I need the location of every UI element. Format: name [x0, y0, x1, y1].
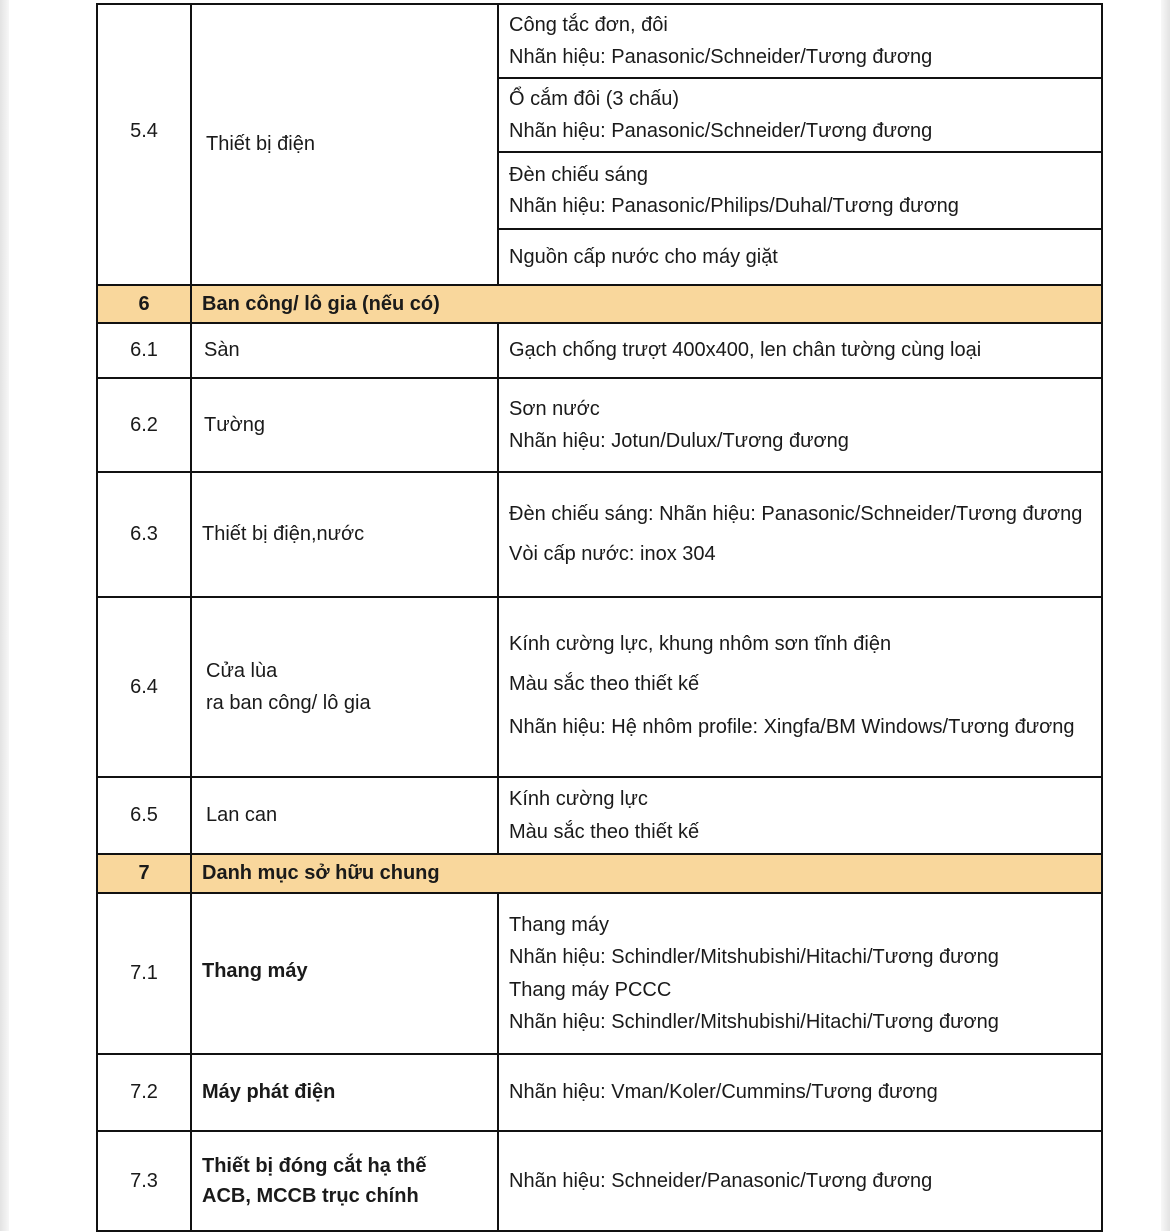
item-name: Máy phát điện — [191, 1054, 498, 1131]
section-number: 7 — [97, 854, 191, 893]
spec-cell: Gạch chống trượt 400x400, len chân tường cùng loại — [498, 323, 1102, 378]
table-row — [97, 323, 1102, 378]
spec-line: Đèn chiếu sáng — [509, 164, 648, 187]
item-name — [191, 4, 498, 285]
row-number: 6.3 — [97, 472, 191, 597]
row-number: 7.2 — [97, 1054, 191, 1131]
item-name: Thiết bị điện,nước — [191, 472, 498, 597]
spec-line: Ổ cắm đôi (3 chấu) — [509, 87, 680, 110]
row-number: 6.5 — [97, 777, 191, 854]
page-edge-left — [0, 0, 9, 1231]
spec-line: Thang máy — [509, 913, 610, 936]
spec-cell — [498, 893, 1102, 1054]
table-row — [97, 597, 1102, 777]
item-name — [191, 597, 498, 777]
section-number: 6 — [97, 285, 191, 323]
spec-line: Nhãn hiệu: Schindler/Mitshubishi/Hitachi/Tương đương — [509, 1010, 999, 1033]
spec-line: Công tắc đơn, đôi — [509, 13, 668, 36]
table-row — [97, 378, 1102, 472]
item-name — [191, 1131, 498, 1231]
table-row — [97, 1131, 1102, 1231]
spec-line: Kính cường lực, khung nhôm sơn tĩnh điện — [509, 632, 892, 655]
row-number: 7.1 — [97, 893, 191, 1054]
spec-line: Nhãn hiệu: Hệ nhôm profile: Xingfa/BM Windows/Tương đương — [509, 716, 1075, 739]
row-number: 6.4 — [97, 597, 191, 777]
spec-line: Màu sắc theo thiết kế — [509, 820, 700, 843]
spec-cell — [498, 597, 1102, 777]
spec-line: Nhãn hiệu: Schindler/Mitshubishi/Hitachi/Tương đương — [509, 946, 999, 969]
spec-line: Nhãn hiệu: Jotun/Dulux/Tương đương — [509, 430, 849, 452]
spec-line: Đèn chiếu sáng: Nhãn hiệu: Panasonic/Schneider/Tương đương — [509, 502, 1083, 525]
spec-line: Vòi cấp nước: inox 304 — [509, 542, 716, 565]
table-row — [97, 472, 1102, 597]
spec-line: Thang máy PCCC — [509, 978, 672, 1001]
spec-cell — [498, 152, 1102, 229]
item-name-text: Thiết bị điện — [206, 133, 315, 156]
page-edge-right — [1161, 0, 1170, 1231]
spec-line: Màu sắc theo thiết kế — [509, 673, 700, 695]
spec-cell — [498, 472, 1102, 597]
row-number: 6.1 — [97, 323, 191, 378]
section-header-row — [97, 854, 1102, 893]
item-name: Thang máy — [191, 893, 498, 1054]
table-row — [97, 893, 1102, 1054]
specification-table — [96, 3, 1103, 1232]
spec-line: Sơn nước — [509, 397, 600, 420]
spec-cell — [498, 378, 1102, 472]
spec-cell: Nhãn hiệu: Vman/Koler/Cummins/Tương đương — [498, 1054, 1102, 1131]
spec-line: Nhãn hiệu: Panasonic/Philips/Duhal/Tương đương — [509, 194, 959, 217]
row-number: 7.3 — [97, 1131, 191, 1231]
table-row — [97, 777, 1102, 854]
row-number: 6.2 — [97, 378, 191, 472]
item-name: Tường — [191, 378, 498, 472]
item-name: Lan can — [191, 777, 498, 854]
spec-cell — [498, 4, 1102, 78]
item-name-line: Cửa lùa — [206, 659, 278, 682]
item-name-line: Thiết bị đóng cắt hạ thế — [202, 1154, 427, 1177]
item-name-line: ACB, MCCB trục chính — [202, 1185, 419, 1207]
spec-cell — [498, 78, 1102, 152]
item-name-line: ra ban công/ lô gia — [206, 692, 371, 714]
row-number: 5.4 — [97, 4, 191, 285]
spec-line: Nhãn hiệu: Panasonic/Schneider/Tương đương — [509, 120, 933, 142]
spec-cell: Nhãn hiệu: Schneider/Panasonic/Tương đương — [498, 1131, 1102, 1231]
item-name: Sàn — [191, 323, 498, 378]
spec-cell — [498, 777, 1102, 854]
spec-line: Kính cường lực — [509, 788, 648, 811]
spec-line: Nguồn cấp nước cho máy giặt — [509, 245, 778, 268]
section-header-row — [97, 285, 1102, 323]
table-row — [97, 1054, 1102, 1131]
section-title: Ban công/ lô gia (nếu có) — [191, 285, 1102, 323]
spec-cell — [498, 229, 1102, 285]
spec-line: Nhãn hiệu: Panasonic/Schneider/Tương đương — [509, 46, 933, 68]
table-row — [97, 4, 1102, 78]
section-title: Danh mục sở hữu chung — [191, 854, 1102, 893]
